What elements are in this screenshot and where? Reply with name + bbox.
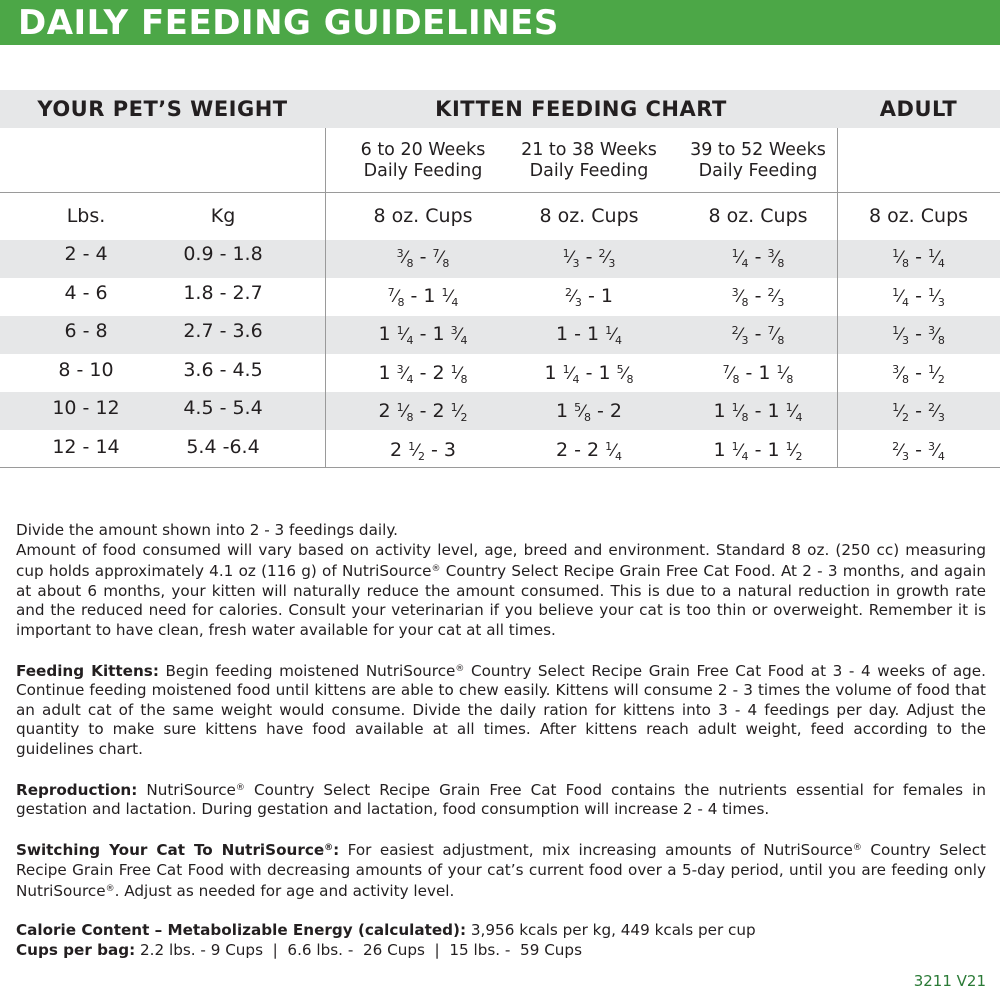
reproduction-label: Reproduction: — [16, 780, 138, 799]
table-cell-lbs: 6 - 8 — [64, 320, 108, 342]
calorie-value: 3,956 kcals per kg, 449 kcals per cup — [466, 921, 756, 939]
registered-mark: ® — [852, 843, 862, 853]
divider — [325, 128, 326, 468]
table-cell-k2: $^2⁄_3 - 1$ — [565, 284, 613, 309]
registered-mark: ® — [324, 843, 334, 853]
table-cell-k1: $^7⁄_8 - 1$ $^1⁄_4$ — [387, 284, 459, 309]
table-cell-lbs: 12 - 14 — [52, 435, 120, 458]
table-cell-adult: $^3⁄_8$ - $^1⁄_2$ — [892, 361, 945, 386]
kitten-col-line1: 6 to 20 Weeks — [360, 140, 486, 160]
switching-text: . Adjust as needed for age and activity level. — [114, 882, 455, 900]
amount-text: Country Select Recipe Grain Free Cat Food. At 2 - 3 months, and again at about 6 months, your kitten will naturally reduce the amount consumed. This is due to a natural reduction in growth rate and the reduced need for calories. Consult your veterinarian if you believe your cat is too thin or overweight. Remember it is important to have clean, fresh water available for your cat at all times. — [16, 562, 986, 639]
table-cell-k3: $^1⁄_4$ - $^3⁄_8$ — [731, 246, 785, 270]
table-cell-kg: 4.5 - 5.4 — [183, 397, 263, 419]
table-cell-kg: 5.4 -6.4 — [186, 435, 260, 458]
table-cell-k2: 1 $^5⁄_8 - 2$ — [555, 400, 623, 424]
kitten-col-line2: Daily Feeding — [698, 161, 818, 181]
cups-value: 2.2 lbs. - 9 Cups | 6.6 lbs. - 26 Cups | 15 lbs. - 59 Cups — [135, 940, 582, 959]
paragraph-calorie — [16, 921, 986, 941]
table-cell-lbs: 10 - 12 — [52, 397, 120, 419]
switching-text: For easiest adjustment, mix increasing amounts of NutriSource — [339, 841, 853, 859]
kitten-col-line2: Daily Feeding — [529, 161, 649, 181]
paragraph-cups — [16, 941, 986, 961]
table-cell-kg: 1.8 - 2.7 — [183, 281, 263, 304]
switching-label — [16, 841, 339, 859]
table-cell-kg: 2.7 - 3.6 — [183, 320, 263, 342]
feeding-table — [0, 90, 1000, 468]
kittens-text: Country Select Recipe Grain Free Cat Food at 3 - 4 weeks of age. Continue feeding moistened food until kittens are able to chew easily. Kittens will consume 2 - 3 times the volume of food that an adult cat of the same weight would consume. Divide the daily ration for kittens into 3 - 4 feedings per day. Adjust the quantity to make sure kittens have food available at all times. After kittens reach adult weight, feed according to the guidelines chart. — [16, 661, 986, 758]
product-code: 3211 V21 — [913, 972, 986, 990]
table-cell-k3: $^7⁄_8 - 1$ $^1⁄_8$ — [722, 361, 794, 386]
table-cell-adult: $^1⁄_4$ - $^1⁄_3$ — [892, 284, 945, 309]
header-kitten: KITTEN FEEDING CHART — [435, 97, 727, 121]
unit-cups: 8 oz. Cups — [708, 205, 808, 227]
table-cell-lbs: 4 - 6 — [64, 281, 108, 304]
table-cell-k1: 2 $^1⁄_2 - 3$ — [389, 438, 457, 463]
paragraph-divide — [16, 521, 986, 541]
switching-text: Country Select Recipe Grain Free Cat Food with decreasing amounts of your cat’s current food over a 5-day period, until you are feeding only NutriSource — [16, 841, 987, 900]
guidelines-text — [16, 521, 986, 960]
kitten-col-line1: 21 to 38 Weeks — [521, 140, 657, 160]
table-cell-k1: $^3⁄_8$ - $^7⁄_8$ — [396, 246, 450, 270]
table-cell-k3: 1 $^1⁄_4 - 1$ $^1⁄_2$ — [713, 438, 803, 463]
kitten-col-line1: 39 to 52 Weeks — [690, 140, 826, 160]
registered-mark: ® — [235, 782, 245, 793]
unit-kg: Kg — [210, 205, 236, 227]
table-cell-k1: 2 $^1⁄_8 - 2$ $^1⁄_2$ — [378, 400, 468, 424]
reproduction-text: Country Select Recipe Grain Free Cat Food contains the nutrients essential for females in gestation and lactation. During gestation and lactation, food consumption will increase 2 - 4 times. — [16, 780, 986, 818]
table-cell-k3: $^3⁄_8$ - $^2⁄_3$ — [731, 284, 785, 309]
registered-mark: ® — [105, 884, 115, 894]
unit-cups: 8 oz. Cups — [868, 205, 969, 227]
kitten-col-header — [337, 140, 509, 182]
unit-cups: 8 oz. Cups — [373, 205, 473, 227]
table-cell-k2: 2 - 2 $^1⁄_4$ — [555, 438, 623, 463]
kittens-label: Feeding Kittens: — [16, 661, 159, 680]
header-weight: YOUR PET’S WEIGHT — [37, 97, 288, 121]
unit-cups: 8 oz. Cups — [539, 205, 639, 227]
kittens-text: Begin feeding moistened NutriSource — [158, 661, 456, 680]
paragraph-amount — [16, 541, 986, 641]
table-cell-adult: $^1⁄_3$ - $^3⁄_8$ — [892, 323, 945, 347]
header-adult: ADULT — [879, 97, 958, 121]
table-cell-adult: $^2⁄_3$ - $^3⁄_4$ — [892, 438, 945, 463]
paragraph-switching — [16, 839, 986, 902]
table-cell-adult: $^1⁄_2$ - $^2⁄_3$ — [892, 400, 945, 424]
page-title: DAILY FEEDING GUIDELINES — [18, 3, 559, 43]
kitten-col-header — [503, 140, 675, 182]
paragraph-reproduction — [16, 779, 986, 820]
table-cell-lbs: 2 - 4 — [64, 243, 108, 265]
registered-mark: ® — [431, 564, 441, 574]
table-cell-k3: $^2⁄_3$ - $^7⁄_8$ — [731, 323, 785, 347]
cups-label: Cups per bag: — [16, 940, 136, 959]
table-cell-k2: 1 $^1⁄_4 - 1$ $^5⁄_8$ — [544, 361, 634, 386]
table-cell-adult: $^1⁄_8$ - $^1⁄_4$ — [892, 246, 945, 270]
table-cell-k2: $^1⁄_3$ - $^2⁄_3$ — [562, 246, 616, 270]
title-banner — [0, 0, 1000, 45]
switching-label-colon: : — [333, 841, 340, 859]
switching-label-text: Switching Your Cat To NutriSource — [16, 841, 325, 859]
table-cell-k2: 1 - 1 $^1⁄_4$ — [555, 323, 623, 347]
divider — [0, 192, 1000, 193]
table-cell-kg: 0.9 - 1.8 — [183, 243, 263, 265]
table-cell-k3: 1 $^1⁄_8 - 1$ $^1⁄_4$ — [713, 400, 803, 424]
calorie-label: Calorie Content – Metabolizable Energy (calculated): — [16, 921, 467, 939]
unit-lbs: Lbs. — [66, 205, 106, 227]
table-cell-kg: 3.6 - 4.5 — [183, 358, 263, 381]
reproduction-text: NutriSource — [137, 780, 236, 799]
kitten-col-line2: Daily Feeding — [363, 161, 483, 181]
table-cell-k1: 1 $^3⁄_4 - 2$ $^1⁄_8$ — [378, 361, 468, 386]
table-cell-lbs: 8 - 10 — [58, 358, 114, 381]
table-cell-k1: 1 $^1⁄_4 - 1$ $^3⁄_4$ — [378, 323, 468, 347]
kitten-col-header — [672, 140, 844, 182]
divide-text: Divide the amount shown into 2 - 3 feedings daily. — [16, 521, 398, 539]
registered-mark: ® — [455, 663, 465, 674]
paragraph-kittens — [16, 660, 986, 760]
amount-text: Amount of food consumed will vary based on activity level, age, breed and environment. Standard 8 oz. (250 cc) measuring cup holds approximately 4.1 oz (116 g) of NutriSource — [16, 540, 986, 580]
